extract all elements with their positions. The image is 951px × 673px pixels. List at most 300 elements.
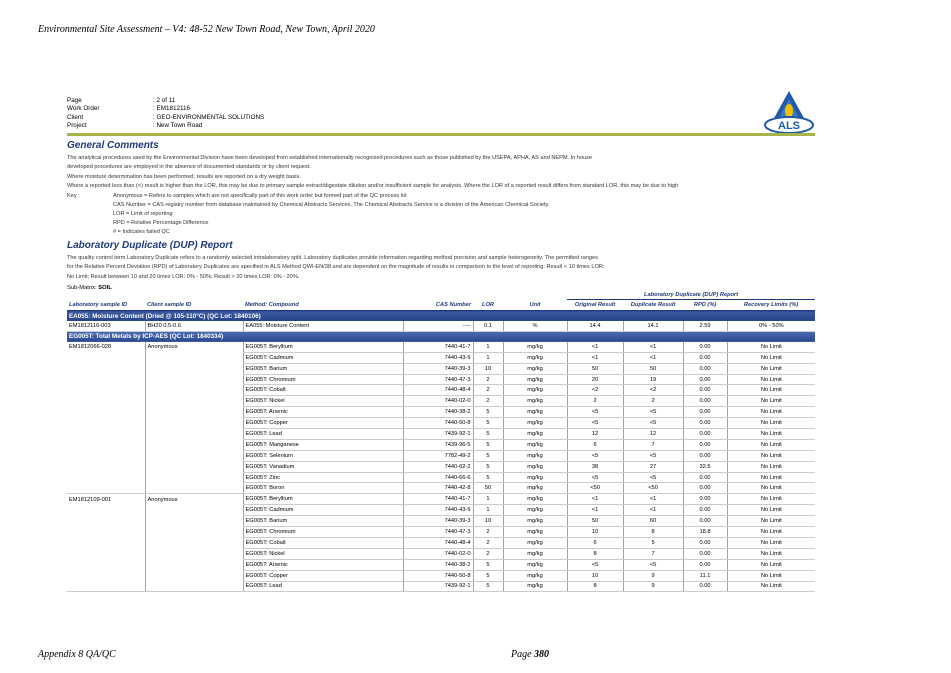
table-cell [145,537,243,548]
table-cell: EG005T: Chromium [243,527,403,538]
meta-key: Project [67,122,87,130]
table-cell: mg/kg [503,494,567,505]
table-cell: 0.00 [683,363,727,374]
section-title: EA055: Moisture Content (Dried @ 105-110°C) (QC Lot: 1840106) [67,311,815,322]
table-cell: 14.1 [623,321,683,331]
table-cell: <5 [623,407,683,418]
table-cell: EG005T: Arsenic [243,407,403,418]
table-cell: 7440-62-2 [403,461,473,472]
table-cell [67,527,145,538]
table-cell: No Limit [727,396,815,407]
table-cell: <5 [623,559,683,570]
table-cell: 7440-39-3 [403,516,473,527]
table-cell: No Limit [727,342,815,352]
table-cell [145,363,243,374]
table-cell: 2 [473,548,503,559]
table-cell: 7440-02-0 [403,396,473,407]
table-cell: mg/kg [503,439,567,450]
table-row [67,407,815,418]
table-cell: 1 [473,342,503,352]
table-row [67,516,815,527]
table-cell: 7440-43-9 [403,505,473,516]
table-row [67,450,815,461]
column-header: CAS Number [403,300,473,311]
table-row [67,363,815,374]
table-cell [67,352,145,363]
table-cell [145,461,243,472]
table-cell: No Limit [727,516,815,527]
table-cell: 2.59 [683,321,727,331]
table-cell: 9 [623,581,683,592]
table-row [67,527,815,538]
column-header: Original Result [567,300,623,311]
table-cell: EG005T: Vanadium [243,461,403,472]
table-cell [67,374,145,385]
table-cell: 0.00 [683,407,727,418]
table-cell [145,527,243,538]
table-cell: 0.00 [683,374,727,385]
table-cell [67,429,145,440]
table-row [67,472,815,483]
table-cell: mg/kg [503,374,567,385]
table-cell: <1 [567,505,623,516]
table-cell: 11.1 [683,570,727,581]
table-cell: BH20 0.5-0.6 [145,321,243,331]
meta-value: : 2 of 11 [153,97,176,104]
table-cell: 10 [473,516,503,527]
table-cell: No Limit [727,494,815,505]
column-header: Client sample ID [145,300,243,311]
table-cell: 6 [567,439,623,450]
table-cell: EG005T: Barium [243,363,403,374]
table-cell: <5 [567,407,623,418]
table-row [67,548,815,559]
table-cell: 7782-49-2 [403,450,473,461]
table-cell: EG005T: Nickel [243,548,403,559]
table-row [67,396,815,407]
sub-matrix-label: Sub-Matrix: [67,285,97,292]
table-cell: mg/kg [503,527,567,538]
table-cell: EG005T: Barium [243,516,403,527]
table-cell: 0.00 [683,483,727,494]
meta-key: Client [67,113,84,121]
table-cell: <5 [623,472,683,483]
table-cell: 12 [623,429,683,440]
table-row [67,342,815,352]
table-cell: No Limit [727,472,815,483]
table-cell: EG005T: Beryllium [243,494,403,505]
table-cell: 5 [473,570,503,581]
table-cell: EA055: Moisture Content [243,321,403,331]
table-cell: <1 [567,352,623,363]
table-cell: EG005T: Lead [243,429,403,440]
section-band [67,311,815,322]
table-cell: No Limit [727,429,815,440]
table-cell: Anonymous [145,494,243,505]
table-cell: <1 [623,342,683,352]
table-row [67,570,815,581]
table-cell: 0.00 [683,581,727,592]
section-band [67,331,815,342]
table-cell: 2 [473,527,503,538]
table-cell: mg/kg [503,450,567,461]
table-cell: 7439-92-1 [403,429,473,440]
table-cell: No Limit [727,374,815,385]
table-cell: mg/kg [503,461,567,472]
table-cell: 0.00 [683,559,727,570]
table-cell: No Limit [727,537,815,548]
table-cell: 8 [567,548,623,559]
table-cell: 0.00 [683,418,727,429]
table-cell: mg/kg [503,352,567,363]
key-item: CAS Number = CAS registry number from database maintained by Chemical Abstracts Services. The Chemical Abstracts Service is a division of the American Chemical Society. [113,201,550,208]
column-header: Laboratory sample ID [67,300,145,311]
table-cell: mg/kg [503,548,567,559]
table-cell: 5 [473,418,503,429]
table-row [67,418,815,429]
table-cell: mg/kg [503,385,567,396]
key-item: RPD = Relative Percentage Difference [113,219,209,226]
table-cell: <5 [623,450,683,461]
table-cell [145,396,243,407]
table-cell: 9 [623,570,683,581]
table-cell [145,472,243,483]
table-cell: 0% - 50% [727,321,815,331]
table-cell: 32.5 [683,461,727,472]
table-cell: 5 [473,559,503,570]
table-cell [67,450,145,461]
table-cell: 7440-48-4 [403,537,473,548]
table-cell: No Limit [727,363,815,374]
table-cell [67,516,145,527]
table-cell: <5 [567,559,623,570]
table-cell [145,352,243,363]
table-cell [67,581,145,592]
table-cell [145,429,243,440]
table-row [67,321,815,331]
table-cell: mg/kg [503,559,567,570]
table-cell: No Limit [727,505,815,516]
table-cell: 50 [623,363,683,374]
table-cell: mg/kg [503,396,567,407]
table-cell [67,570,145,581]
table-cell [145,450,243,461]
column-header: Method: Compound [243,300,403,311]
table-cell: 2 [567,396,623,407]
table-cell: EG005T: Manganese [243,439,403,450]
table-cell: <50 [567,483,623,494]
table-group-header: Laboratory Duplicate (DUP) Report [567,291,815,300]
general-comments-title: General Comments [67,139,159,151]
table-cell: No Limit [727,581,815,592]
key-item: # = Indicates failed QC [113,228,170,235]
meta-value: : EM1812116 [153,105,190,113]
table-cell: No Limit [727,548,815,559]
table-cell: mg/kg [503,418,567,429]
table-cell: 7440-47-3 [403,374,473,385]
table-cell [145,439,243,450]
table-cell [67,559,145,570]
table-cell: 0.00 [683,342,727,352]
table-cell: 12 [567,429,623,440]
table-cell [145,385,243,396]
table-cell: EG005T: Arsenic [243,559,403,570]
table-cell: 7440-38-2 [403,559,473,570]
table-cell [67,548,145,559]
general-paragraph: Where a reported less than (<) result is higher than the LOR, this may be due to primary sample extract/digestate dilution and/or insufficient sample for analysis. Where the LOR of a reported result differs from standard LOR, this may be due to high [67,183,679,190]
table-cell: 20 [567,374,623,385]
table-cell: 1 [473,352,503,363]
table-cell: <2 [623,385,683,396]
table-cell: 50 [567,363,623,374]
table-cell: No Limit [727,439,815,450]
table-cell: mg/kg [503,537,567,548]
table-cell: 0.00 [683,494,727,505]
table-cell: 5 [473,407,503,418]
table-cell: 50 [473,483,503,494]
table-cell: 60 [623,516,683,527]
table-cell [67,483,145,494]
table-cell [145,559,243,570]
column-header: Duplicate Result [623,300,683,311]
table-cell: 0.00 [683,537,727,548]
svg-text:ALS: ALS [778,120,800,132]
general-paragraph: The analytical procedures used by the Environmental Division have been developed from established internationally recognized procedures such as those published by the USEPA, APHA, AS and NEPM. In house [67,154,593,161]
table-cell [145,548,243,559]
column-header: Recovery Limits (%) [727,300,815,311]
table-cell [145,418,243,429]
table-cell: 7439-92-1 [403,581,473,592]
table-cell: 0.1 [473,321,503,331]
table-row [67,461,815,472]
table-cell: 7439-96-5 [403,439,473,450]
table-cell: 7440-47-3 [403,527,473,538]
table-cell: 7440-38-2 [403,407,473,418]
table-cell: No Limit [727,418,815,429]
table-cell: 0.00 [683,385,727,396]
table-cell [67,418,145,429]
meta-key: Work Order [67,105,100,113]
table-cell: 5 [473,450,503,461]
table-cell: 2 [473,537,503,548]
table-cell: 5 [473,461,503,472]
table-cell: 0.00 [683,352,727,363]
section-title: EG005T: Total Metals by ICP-AES (QC Lot: 1840334) [67,331,815,342]
table-cell: 7 [623,439,683,450]
table-cell: EG005T: Copper [243,570,403,581]
table-cell: <5 [623,418,683,429]
table-cell: EG005T: Copper [243,418,403,429]
table-cell [67,385,145,396]
table-cell: <50 [623,483,683,494]
table-cell: 1 [473,505,503,516]
table-cell: EG005T: Lead [243,581,403,592]
table-cell: 7440-50-8 [403,418,473,429]
table-row [67,483,815,494]
table-cell: EM1812066-028 [69,344,112,351]
key-label: Key : [67,192,80,199]
table-cell: 50 [567,516,623,527]
table-row [67,581,815,592]
table-cell: mg/kg [503,472,567,483]
table-cell: 5 [473,439,503,450]
key-item: Anonymous = Refers to samples which are not specifically part of this work order but formed part of the QC process lot [113,192,407,199]
table-cell: EG005T: Cadmium [243,352,403,363]
table-cell: No Limit [727,483,815,494]
general-paragraph: developed procedures are employed in the absence of documented standards or by client request. [67,164,311,171]
table-cell: 2 [623,396,683,407]
table-cell: 0.00 [683,429,727,440]
table-row [67,429,815,440]
table-cell: 7440-41-7 [403,342,473,352]
column-header: RPD (%) [683,300,727,311]
table-cell: 7440-41-7 [403,494,473,505]
table-cell: 14.4 [567,321,623,331]
dup-paragraph: No Limit; Result between 10 and 20 times LOR: 0% - 50%; Result > 20 times LOR: 0% - 20%. [67,273,300,280]
table-cell: 0.00 [683,472,727,483]
table-row [67,385,815,396]
table-cell: No Limit [727,352,815,363]
table-cell: mg/kg [503,342,567,352]
table-cell: No Limit [727,461,815,472]
table-cell [67,396,145,407]
footer-appendix: Appendix 8 QA/QC [38,649,116,660]
table-cell: 38 [567,461,623,472]
table-cell: No Limit [727,385,815,396]
table-cell: 8 [623,527,683,538]
table-cell: 27 [623,461,683,472]
table-cell [67,439,145,450]
key-item: LOR = Limit of reporting [113,210,173,217]
table-cell: 0.00 [683,505,727,516]
table-cell: 0.00 [683,516,727,527]
meta-value: : GEO-ENVIRONMENTAL SOLUTIONS [153,113,265,121]
table-cell [67,472,145,483]
table-cell: EG005T: Cobalt [243,385,403,396]
table-cell: No Limit [727,527,815,538]
table-cell: 1 [473,494,503,505]
table-cell: EG005T: Cadmium [243,505,403,516]
table-cell: EG005T: Nickel [243,396,403,407]
general-paragraph: Where moisture determination has been performed, results are reported on a dry weight basis. [67,173,301,180]
meta-value: : New Town Road [153,122,203,130]
table-cell [145,483,243,494]
table-row [67,439,815,450]
table-cell: 0.00 [683,439,727,450]
table-cell: 7440-50-8 [403,570,473,581]
table-cell: 7 [623,548,683,559]
table-row [67,374,815,385]
table-cell: mg/kg [503,505,567,516]
table-cell: EG005T: Selenium [243,450,403,461]
table-cell [145,505,243,516]
table-cell: EG005T: Boron [243,483,403,494]
table-cell: mg/kg [503,516,567,527]
table-cell: mg/kg [503,581,567,592]
table-cell: 7440-48-4 [403,385,473,396]
table-cell: 7440-66-6 [403,472,473,483]
meta-key: Page [67,97,82,104]
report-meta [67,97,815,131]
table-cell: EM1812109-001 [69,496,112,503]
footer-page-label: Page [511,649,532,660]
table-cell: mg/kg [503,570,567,581]
table-cell: 7440-02-0 [403,548,473,559]
table-cell: 7440-42-8 [403,483,473,494]
dup-report-title: Laboratory Duplicate (DUP) Report [67,239,233,251]
table-cell: mg/kg [503,429,567,440]
footer-page-number: 380 [534,649,550,660]
table-cell: 7440-39-3 [403,363,473,374]
dup-paragraph: for the Relative Percent Deviation (RPD) of Laboratory Duplicates are specified in ALS Method QWI-EN/38 and are dependent on the magnitude of results in comparison to the level of reporting: Result < 10 times LOR: [67,264,605,271]
table-cell [67,461,145,472]
table-cell: % [503,321,567,331]
table-row [67,494,815,505]
table-cell: mg/kg [503,363,567,374]
table-cell: 10 [567,570,623,581]
table-cell: 0.00 [683,396,727,407]
table-cell: EG005T: Beryllium [243,342,403,352]
table-cell: 2 [473,385,503,396]
table-cell: <5 [567,472,623,483]
dup-paragraph: The quality control term Laboratory Duplicate refers to a randomly selected intralaboratory split. Laboratory duplicates provide information regarding method precision and sample heterogeneity. The permitted ranges [67,254,598,261]
table-cell [67,505,145,516]
table-cell: mg/kg [503,483,567,494]
table-row [67,505,815,516]
table-cell: 7440-43-9 [403,352,473,363]
table-row [67,559,815,570]
table-cell: 5 [473,429,503,440]
table-cell: <2 [567,385,623,396]
column-header: LOR [473,300,503,311]
table-cell: EM1812116-003 [67,321,145,331]
table-cell: <5 [567,418,623,429]
table-cell: 5 [623,537,683,548]
table-cell [145,516,243,527]
table-cell: 18.8 [683,527,727,538]
table-cell [67,363,145,374]
table-cell: <1 [623,505,683,516]
table-cell: Anonymous [145,342,243,352]
table-cell [67,407,145,418]
divider [67,133,815,136]
table-cell [145,407,243,418]
page-header: Environmental Site Assessment – V4: 48-52 New Town Road, New Town, April 2020 [38,24,375,35]
table-cell [145,374,243,385]
table-cell: mg/kg [503,407,567,418]
table-cell: No Limit [727,450,815,461]
table-cell: <1 [567,342,623,352]
column-header: Unit [503,300,567,311]
sub-matrix-value: SOIL [98,285,112,292]
table-cell: 10 [567,527,623,538]
table-cell: <1 [623,352,683,363]
table-cell: <5 [567,450,623,461]
table-cell: 2 [473,374,503,385]
table-cell: 0.00 [683,548,727,559]
table-row [67,352,815,363]
table-cell: 5 [473,581,503,592]
table-cell: EG005T: Zinc [243,472,403,483]
report [67,97,815,592]
key-list [67,192,815,237]
table-cell: No Limit [727,559,815,570]
table-cell [145,581,243,592]
table-cell: No Limit [727,570,815,581]
table-cell: 5 [473,472,503,483]
table-cell: 8 [567,581,623,592]
duplicate-table [67,291,815,592]
